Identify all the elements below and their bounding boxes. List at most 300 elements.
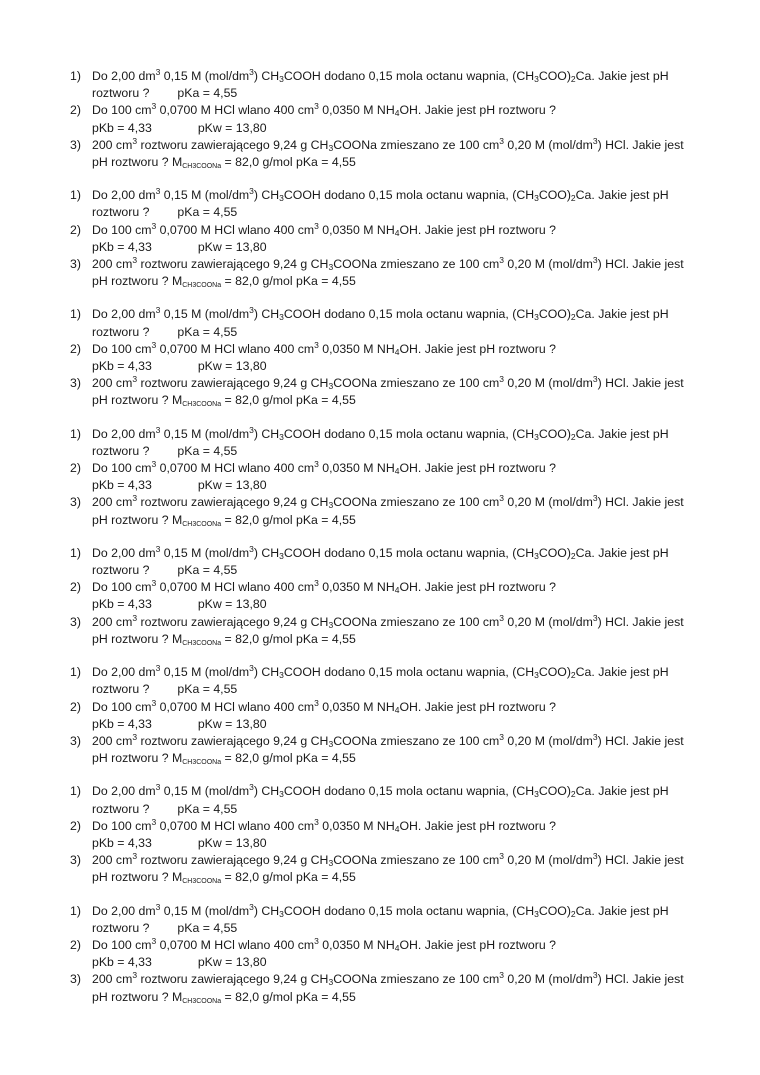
- text-fragment: Do 100 cm: [92, 699, 152, 714]
- text-fragment: = 82,0 g/mol pKa = 4,55: [221, 512, 356, 527]
- problem-number: 2): [70, 818, 81, 833]
- document-page: [0, 68, 760, 1022]
- text-fragment: ) HCl. Jakie jest: [597, 853, 684, 868]
- problem-line: [92, 154, 704, 171]
- text-fragment: 0,20 M (mol/dm: [504, 495, 593, 510]
- text-fragment: 3: [328, 142, 334, 153]
- problem-set: [0, 903, 760, 1006]
- text-fragment: 3: [279, 74, 284, 84]
- problem-2: [0, 699, 760, 733]
- text-fragment: 200 cm: [92, 257, 133, 272]
- text-fragment: 200 cm: [92, 972, 133, 987]
- problem-text: [92, 68, 704, 102]
- text-fragment: 0,0350 M NH: [318, 103, 395, 118]
- text-fragment: pH roztworu ? M: [92, 989, 183, 1004]
- text-fragment: 0,20 M (mol/dm: [504, 137, 593, 152]
- problem-number: 2): [70, 699, 81, 714]
- problem-line: [92, 426, 704, 443]
- text-fragment: 3: [314, 578, 319, 589]
- text-fragment: 0,15 M (mol/dm: [160, 903, 250, 918]
- text-fragment: 0,0700 M HCl wlano 400 cm: [156, 461, 315, 476]
- text-fragment: pH roztworu ? M: [92, 274, 183, 289]
- problem-3: [0, 852, 760, 886]
- text-fragment: 3: [499, 851, 504, 862]
- text-fragment: pKb = 4,33: [92, 239, 152, 254]
- text-fragment: 3: [279, 670, 284, 681]
- problem-line: [92, 971, 704, 988]
- problem-line: [92, 460, 704, 477]
- text-fragment: 3: [155, 901, 161, 912]
- text-fragment: Do 100 cm: [92, 580, 152, 595]
- text-fragment: pKw = 13,80: [197, 955, 267, 970]
- problem-line: [92, 222, 704, 239]
- text-fragment: pH roztworu ? M: [92, 751, 183, 766]
- text-fragment: 3: [534, 670, 539, 681]
- text-fragment: 0,0350 M NH: [318, 818, 395, 833]
- problem-2: [0, 102, 760, 136]
- problem-line: [92, 306, 704, 323]
- text-fragment: 0,20 M (mol/dm: [504, 972, 593, 987]
- text-fragment: = 82,0 g/mol pKa = 4,55: [221, 751, 356, 766]
- text-fragment: 3: [328, 738, 334, 749]
- text-fragment: roztworu ?: [92, 682, 150, 697]
- text-fragment: ) CH: [253, 903, 280, 918]
- text-fragment: pKa = 4,55: [177, 443, 238, 458]
- problem-line: [92, 187, 704, 204]
- text-fragment: 0,15 M (mol/dm: [160, 188, 250, 203]
- problem-line: [92, 920, 704, 937]
- problem-number: 1): [70, 784, 81, 799]
- problem-text: [92, 733, 704, 767]
- problem-line: [92, 614, 704, 631]
- text-fragment: roztworu zawierającego 9,24 g CH: [137, 733, 329, 748]
- text-fragment: pKb = 4,33: [92, 359, 152, 374]
- problem-text: [92, 664, 704, 698]
- problem-1: [0, 426, 760, 460]
- text-fragment: 3: [499, 731, 504, 742]
- text-fragment: ) HCl. Jakie jest: [597, 972, 684, 987]
- problem-line: [92, 783, 704, 800]
- text-fragment: pKa = 4,55: [177, 205, 238, 220]
- text-fragment: 3: [151, 101, 157, 112]
- text-fragment: COONa zmieszano ze 100 cm: [333, 137, 500, 152]
- problem-set: [0, 426, 760, 529]
- text-fragment: 3: [249, 305, 254, 316]
- problem-line: [92, 903, 704, 920]
- text-fragment: 0,15 M (mol/dm: [160, 784, 250, 799]
- text-fragment: COONa zmieszano ze 100 cm: [333, 614, 500, 629]
- text-fragment: roztworu zawierającego 9,24 g CH: [137, 257, 329, 272]
- text-fragment: 3: [279, 550, 284, 561]
- text-fragment: roztworu ?: [92, 324, 150, 339]
- problem-number: 2): [70, 341, 81, 356]
- problem-line: [92, 273, 704, 290]
- text-fragment: 4: [394, 108, 400, 119]
- text-fragment: COOH dodano 0,15 mola octanu wapnia, (CH: [283, 903, 535, 918]
- text-fragment: 3: [499, 135, 504, 146]
- problem-2: [0, 460, 760, 494]
- text-fragment: 3: [132, 970, 138, 981]
- text-fragment: 3: [249, 901, 254, 912]
- text-fragment: 3: [151, 578, 157, 589]
- text-fragment: pKb = 4,33: [92, 120, 152, 135]
- text-fragment: pKw = 13,80: [197, 716, 267, 731]
- problem-line: [92, 443, 704, 460]
- problem-line: [92, 664, 704, 681]
- problem-2: [0, 818, 760, 852]
- text-fragment: 0,0350 M NH: [318, 937, 395, 952]
- text-fragment: 200 cm: [92, 495, 133, 510]
- problem-line: [92, 341, 704, 358]
- text-fragment: Do 2,00 dm: [92, 784, 156, 799]
- problem-text: [92, 341, 704, 375]
- problem-number: 1): [70, 69, 81, 83]
- problem-line: [92, 852, 704, 869]
- text-fragment: Ca. Jakie jest pH: [575, 784, 669, 799]
- problem-line: [92, 512, 704, 529]
- text-fragment: 4: [394, 585, 400, 596]
- problem-2: [0, 937, 760, 971]
- problem-line: [92, 358, 704, 375]
- problem-line: [92, 137, 704, 154]
- text-fragment: 3: [151, 935, 157, 946]
- text-fragment: 3: [328, 381, 334, 392]
- problem-line: [92, 477, 704, 494]
- text-fragment: 3: [314, 101, 319, 112]
- text-fragment: Do 100 cm: [92, 461, 152, 476]
- text-fragment: 0,15 M (mol/dm: [160, 426, 250, 441]
- problem-text: [92, 102, 704, 136]
- text-fragment: COO): [538, 545, 571, 560]
- text-fragment: COO): [538, 69, 571, 83]
- text-fragment: Ca. Jakie jest pH: [575, 69, 669, 83]
- problem-number: 3): [70, 376, 81, 391]
- text-fragment: OH. Jakie jest pH roztworu ?: [399, 699, 556, 714]
- text-fragment: 3: [499, 493, 504, 504]
- text-fragment: 3: [132, 851, 138, 862]
- text-fragment: COO): [538, 188, 571, 203]
- text-fragment: pKb = 4,33: [92, 716, 152, 731]
- text-fragment: 3: [249, 543, 254, 554]
- problem-3: [0, 971, 760, 1005]
- text-fragment: roztworu ?: [92, 443, 150, 458]
- problem-set: [0, 187, 760, 290]
- text-fragment: 0,0700 M HCl wlano 400 cm: [156, 341, 315, 356]
- problem-text: [92, 971, 704, 1005]
- problem-1: [0, 68, 760, 102]
- problem-number: 3): [70, 495, 81, 510]
- text-fragment: COO): [538, 426, 571, 441]
- problem-number: 3): [70, 614, 81, 629]
- text-fragment: pKa = 4,55: [177, 920, 238, 935]
- text-fragment: 4: [394, 704, 400, 715]
- problem-text: [92, 545, 704, 579]
- problem-text: [92, 614, 704, 648]
- text-fragment: pKb = 4,33: [92, 478, 152, 493]
- text-fragment: ) HCl. Jakie jest: [597, 257, 684, 272]
- text-fragment: 3: [155, 305, 161, 316]
- text-fragment: 2: [570, 550, 576, 561]
- text-fragment: 3: [314, 935, 319, 946]
- text-fragment: 200 cm: [92, 733, 133, 748]
- text-fragment: COO): [538, 903, 571, 918]
- text-fragment: pKa = 4,55: [177, 682, 238, 697]
- text-fragment: ) CH: [253, 665, 280, 680]
- problem-set: [0, 783, 760, 886]
- text-fragment: pH roztworu ? M: [92, 870, 183, 885]
- problem-1: [0, 187, 760, 221]
- text-fragment: 3: [249, 67, 254, 77]
- text-fragment: pKw = 13,80: [197, 478, 267, 493]
- text-fragment: COONa zmieszano ze 100 cm: [333, 733, 500, 748]
- problem-set: [0, 545, 760, 648]
- text-fragment: 3: [132, 374, 138, 385]
- text-fragment: 3: [592, 970, 598, 981]
- problem-3: [0, 256, 760, 290]
- text-fragment: OH. Jakie jest pH roztworu ?: [399, 341, 556, 356]
- problem-line: [92, 699, 704, 716]
- problem-text: [92, 852, 704, 886]
- text-fragment: 4: [394, 823, 400, 834]
- text-fragment: 3: [151, 459, 157, 470]
- text-fragment: 3: [249, 424, 254, 435]
- problem-set: [0, 664, 760, 767]
- text-fragment: ) CH: [253, 307, 280, 322]
- text-fragment: 3: [279, 431, 284, 442]
- text-fragment: ) CH: [253, 545, 280, 560]
- text-fragment: 3: [151, 816, 157, 827]
- text-fragment: ) HCl. Jakie jest: [597, 137, 684, 152]
- problem-number: 1): [70, 545, 81, 560]
- text-fragment: Do 2,00 dm: [92, 307, 156, 322]
- problem-text: [92, 460, 704, 494]
- text-fragment: 0,15 M (mol/dm: [160, 69, 250, 83]
- text-fragment: 0,20 M (mol/dm: [504, 733, 593, 748]
- text-fragment: ) CH: [253, 784, 280, 799]
- text-fragment: ) HCl. Jakie jest: [597, 733, 684, 748]
- problem-line: [92, 989, 704, 1006]
- problem-number: 3): [70, 257, 81, 272]
- text-fragment: 3: [314, 339, 319, 350]
- text-fragment: 4: [394, 346, 400, 357]
- text-fragment: Do 100 cm: [92, 818, 152, 833]
- text-fragment: 0,20 M (mol/dm: [504, 376, 593, 391]
- text-fragment: OH. Jakie jest pH roztworu ?: [399, 461, 556, 476]
- text-fragment: 3: [534, 193, 539, 204]
- problem-line: [92, 102, 704, 119]
- problem-text: [92, 256, 704, 290]
- problem-2: [0, 222, 760, 256]
- text-fragment: Ca. Jakie jest pH: [575, 545, 669, 560]
- text-fragment: Do 100 cm: [92, 341, 152, 356]
- text-fragment: ) CH: [253, 188, 280, 203]
- text-fragment: 3: [132, 135, 138, 146]
- problem-text: [92, 306, 704, 340]
- problem-number: 1): [70, 426, 81, 441]
- text-fragment: 3: [151, 339, 157, 350]
- problem-set: [0, 306, 760, 409]
- problem-text: [92, 903, 704, 937]
- text-fragment: 2: [570, 908, 576, 919]
- text-fragment: ) CH: [253, 426, 280, 441]
- text-fragment: 3: [314, 459, 319, 470]
- problem-3: [0, 733, 760, 767]
- text-fragment: pKa = 4,55: [177, 801, 238, 816]
- text-fragment: 200 cm: [92, 614, 133, 629]
- text-fragment: COO): [538, 665, 571, 680]
- text-fragment: 3: [534, 312, 539, 323]
- text-fragment: COO): [538, 307, 571, 322]
- problem-set: [0, 68, 760, 171]
- text-fragment: 2: [570, 74, 576, 84]
- text-fragment: 3: [328, 500, 334, 511]
- problem-2: [0, 341, 760, 375]
- text-fragment: COOH dodano 0,15 mola octanu wapnia, (CH: [283, 784, 535, 799]
- text-fragment: 3: [534, 789, 539, 800]
- text-fragment: COOH dodano 0,15 mola octanu wapnia, (CH: [283, 665, 535, 680]
- text-fragment: 3: [592, 493, 598, 504]
- problem-number: 1): [70, 665, 81, 680]
- problem-3: [0, 614, 760, 648]
- problem-line: [92, 256, 704, 273]
- text-fragment: 3: [132, 612, 138, 623]
- text-fragment: CH3COONa: [182, 759, 222, 767]
- problem-line: [92, 545, 704, 562]
- text-fragment: Do 2,00 dm: [92, 903, 156, 918]
- problem-text: [92, 818, 704, 852]
- problem-line: [92, 324, 704, 341]
- problem-line: [92, 494, 704, 511]
- text-fragment: 3: [499, 612, 504, 623]
- text-fragment: = 82,0 g/mol pKa = 4,55: [221, 274, 356, 289]
- problem-line: [92, 68, 704, 85]
- text-fragment: CH3COONa: [182, 401, 222, 409]
- problem-number: 1): [70, 188, 81, 203]
- text-fragment: 3: [499, 970, 504, 981]
- text-fragment: = 82,0 g/mol pKa = 4,55: [221, 155, 356, 170]
- text-fragment: ) HCl. Jakie jest: [597, 495, 684, 510]
- text-fragment: 0,20 M (mol/dm: [504, 614, 593, 629]
- text-fragment: = 82,0 g/mol pKa = 4,55: [221, 989, 356, 1004]
- text-fragment: 3: [592, 374, 598, 385]
- text-fragment: = 82,0 g/mol pKa = 4,55: [221, 870, 356, 885]
- text-fragment: OH. Jakie jest pH roztworu ?: [399, 222, 556, 237]
- problem-text: [92, 426, 704, 460]
- text-fragment: Ca. Jakie jest pH: [575, 903, 669, 918]
- problem-1: [0, 903, 760, 937]
- problem-2: [0, 579, 760, 613]
- problem-line: [92, 869, 704, 886]
- text-fragment: pKw = 13,80: [197, 239, 267, 254]
- problem-line: [92, 596, 704, 613]
- text-fragment: 3: [314, 816, 319, 827]
- problem-text: [92, 783, 704, 817]
- text-fragment: 3: [534, 550, 539, 561]
- text-fragment: 3: [132, 493, 138, 504]
- problem-number: 1): [70, 307, 81, 322]
- text-fragment: 0,0700 M HCl wlano 400 cm: [156, 222, 315, 237]
- text-fragment: 3: [328, 858, 334, 869]
- problem-line: [92, 835, 704, 852]
- text-fragment: 3: [155, 543, 161, 554]
- text-fragment: 2: [570, 193, 576, 204]
- text-fragment: roztworu zawierającego 9,24 g CH: [137, 853, 329, 868]
- text-fragment: roztworu ?: [92, 801, 150, 816]
- text-fragment: COOH dodano 0,15 mola octanu wapnia, (CH: [283, 426, 535, 441]
- problem-text: [92, 579, 704, 613]
- problem-1: [0, 306, 760, 340]
- text-fragment: Do 2,00 dm: [92, 545, 156, 560]
- text-fragment: = 82,0 g/mol pKa = 4,55: [221, 631, 356, 646]
- problem-line: [92, 120, 704, 137]
- problem-line: [92, 681, 704, 698]
- problem-line: [92, 750, 704, 767]
- text-fragment: 0,0700 M HCl wlano 400 cm: [156, 103, 315, 118]
- problem-3: [0, 375, 760, 409]
- text-fragment: = 82,0 g/mol pKa = 4,55: [221, 393, 356, 408]
- problem-text: [92, 494, 704, 528]
- text-fragment: 3: [314, 220, 319, 231]
- text-fragment: COONa zmieszano ze 100 cm: [333, 853, 500, 868]
- text-fragment: COONa zmieszano ze 100 cm: [333, 257, 500, 272]
- text-fragment: pH roztworu ? M: [92, 512, 183, 527]
- text-fragment: COONa zmieszano ze 100 cm: [333, 972, 500, 987]
- text-fragment: 0,15 M (mol/dm: [160, 665, 250, 680]
- text-fragment: pKw = 13,80: [197, 359, 267, 374]
- text-fragment: roztworu zawierającego 9,24 g CH: [137, 495, 329, 510]
- text-fragment: Ca. Jakie jest pH: [575, 307, 669, 322]
- text-fragment: 2: [570, 789, 576, 800]
- text-fragment: 2: [570, 312, 576, 323]
- text-fragment: Ca. Jakie jest pH: [575, 665, 669, 680]
- text-fragment: 3: [534, 908, 539, 919]
- text-fragment: roztworu zawierającego 9,24 g CH: [137, 614, 329, 629]
- text-fragment: Do 100 cm: [92, 103, 152, 118]
- problem-line: [92, 716, 704, 733]
- problem-line: [92, 85, 704, 102]
- problem-line: [92, 954, 704, 971]
- text-fragment: OH. Jakie jest pH roztworu ?: [399, 580, 556, 595]
- text-fragment: roztworu ?: [92, 86, 150, 101]
- text-fragment: 2: [570, 431, 576, 442]
- problem-text: [92, 137, 704, 171]
- text-fragment: COO): [538, 784, 571, 799]
- text-fragment: 3: [155, 782, 161, 793]
- problem-3: [0, 137, 760, 171]
- text-fragment: CH3COONa: [182, 282, 222, 290]
- problem-line: [92, 375, 704, 392]
- problem-line: [92, 733, 704, 750]
- problem-number: 2): [70, 222, 81, 237]
- text-fragment: 3: [499, 255, 504, 266]
- text-fragment: 0,0350 M NH: [318, 341, 395, 356]
- text-fragment: OH. Jakie jest pH roztworu ?: [399, 937, 556, 952]
- problem-text: [92, 375, 704, 409]
- text-fragment: pH roztworu ? M: [92, 155, 183, 170]
- text-fragment: CH3COONa: [182, 520, 222, 528]
- text-fragment: 3: [328, 977, 334, 988]
- problem-3: [0, 494, 760, 528]
- text-fragment: pH roztworu ? M: [92, 393, 183, 408]
- problem-line: [92, 392, 704, 409]
- problem-line: [92, 562, 704, 579]
- text-fragment: 3: [314, 697, 319, 708]
- text-fragment: 3: [132, 731, 138, 742]
- text-fragment: roztworu ?: [92, 563, 150, 578]
- text-fragment: OH. Jakie jest pH roztworu ?: [399, 103, 556, 118]
- problem-number: 1): [70, 903, 81, 918]
- text-fragment: roztworu zawierającego 9,24 g CH: [137, 376, 329, 391]
